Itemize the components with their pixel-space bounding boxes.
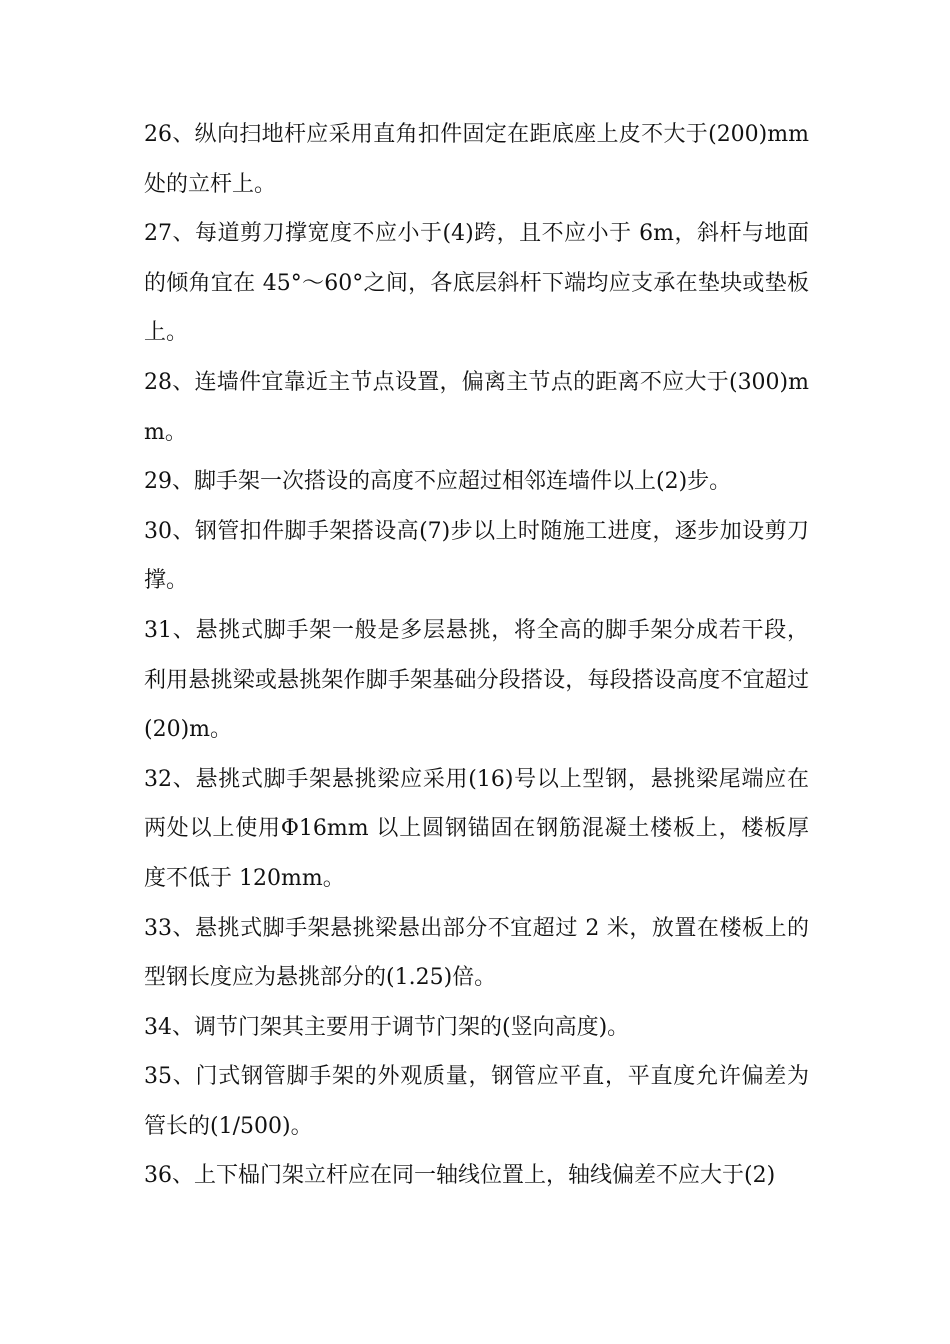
question-item-28: 28、连墙件宜靠近主节点设置，偏离主节点的距离不应大于(300)mm。 bbox=[144, 369, 809, 445]
question-item-26: 26、纵向扫地杆应采用直角扣件固定在距底座上皮不大于(200)mm 处的立杆上。 bbox=[144, 122, 809, 197]
question-item-33: 33、悬挑式脚手架悬挑梁悬出部分不宜超过 2 米，放置在楼板上的型钢长度应为悬挑部分的(1.25)倍。 bbox=[144, 915, 809, 991]
question-item-34: 34、调节门架其主要用于调节门架的(竖向高度)。 bbox=[144, 1014, 630, 1040]
question-item-27: 27、每道剪刀撑宽度不应小于(4)跨，且不应小于 6m，斜杆与地面的倾角宜在 45°～60°之间，各底层斜杆下端均应支承在垫块或垫板上。 bbox=[144, 221, 809, 346]
question-item-31: 31、悬挑式脚手架一般是多层悬挑，将全高的脚手架分成若干段，利用悬挑梁或悬挑架作脚手架基础分段搭设，每段搭设高度不宜超过(20)m。 bbox=[144, 617, 809, 743]
question-item-35: 35、门式钢管脚手架的外观质量，钢管应平直，平直度允许偏差为管长的(1/500)。 bbox=[144, 1064, 809, 1139]
question-item-36: 36、上下榀门架立杆应在同一轴线位置上，轴线偏差不应大于(2) bbox=[144, 1163, 776, 1189]
question-item-32: 32、悬挑式脚手架悬挑梁应采用(16)号以上型钢，悬挑梁尾端应在两处以上使用Φ16mm 以上圆钢锚固在钢筋混凝土楼板上，楼板厚度不低于 120mm。 bbox=[144, 766, 810, 891]
question-item-29: 29、脚手架一次搭设的高度不应超过相邻连墙件以上(2)步。 bbox=[144, 469, 732, 495]
document-body bbox=[144, 110, 809, 1201]
question-item-30: 30、钢管扣件脚手架搭设高(7)步以上时随施工进度，逐步加设剪刀撑。 bbox=[144, 518, 809, 594]
